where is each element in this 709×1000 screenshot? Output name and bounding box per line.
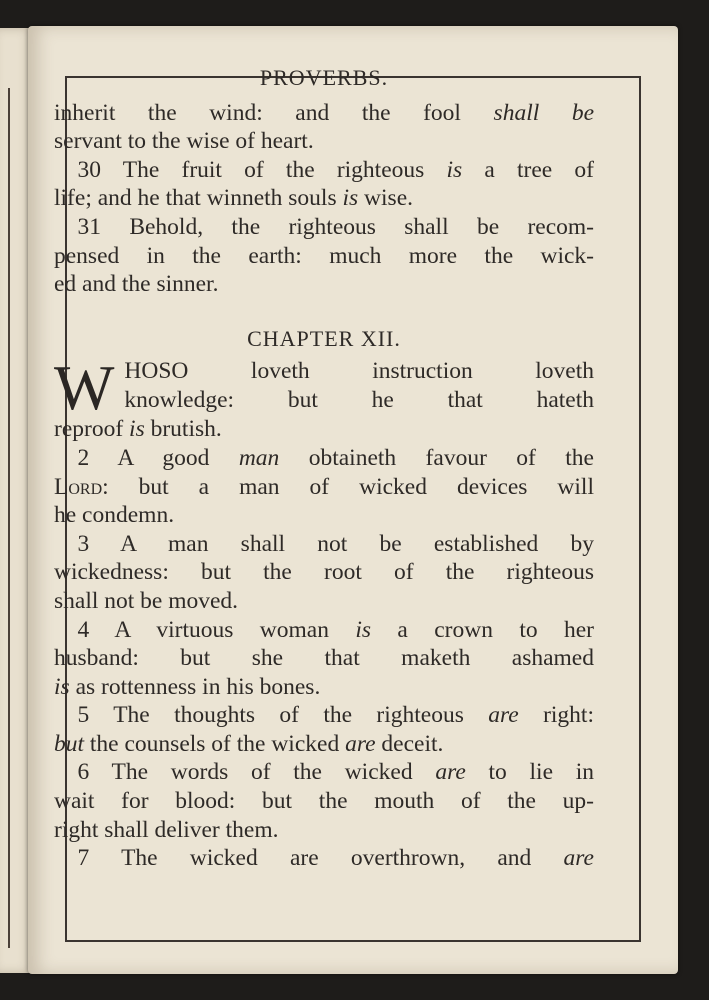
text-line: is as rottenness in his bones. xyxy=(54,673,321,700)
drop-cap: W xyxy=(54,352,115,424)
verse-3: 3 A man shall not be established by xyxy=(77,530,594,557)
text-line: inherit the wind: and the fool shall be xyxy=(54,99,595,126)
verse-31: 31 Behold, the righteous shall be recom- xyxy=(77,213,594,240)
text-line: life; and he that winneth souls is wise. xyxy=(54,185,413,212)
page-text xyxy=(54,64,594,873)
text-line: Lord: but a man of wicked devices will xyxy=(54,473,594,500)
verse-7: 7 The wicked are overthrown, and are xyxy=(77,845,594,872)
text-line: knowledge: but he that hateth xyxy=(124,386,594,413)
verse-1 xyxy=(54,352,594,444)
verse-5: 5 The thoughts of the righteous are right: xyxy=(77,702,594,729)
text-line: ed and the sinner. xyxy=(54,271,219,298)
text-line: shall not be moved. xyxy=(54,587,239,614)
verse-30: 30 The fruit of the righteous is a tree of xyxy=(77,156,594,183)
previous-page-border xyxy=(8,88,10,948)
verse-2: 2 A good man obtaineth favour of the xyxy=(77,444,594,471)
text-line: right shall deliver them. xyxy=(54,816,279,843)
text-line: pensed in the earth: much more the wick- xyxy=(54,242,594,269)
text-line: he condemn. xyxy=(54,502,175,529)
text-line: husband: but she that maketh ashamed xyxy=(54,645,594,672)
verse-6: 6 The words of the wicked are to lie in xyxy=(77,759,595,786)
text-line: wickedness: but the root of the righteous xyxy=(54,559,594,586)
text-line: wait for blood: but the mouth of the up- xyxy=(54,788,594,815)
verse-4: 4 A virtuous woman is a crown to her xyxy=(77,616,594,643)
chapter-heading: CHAPTER XII. xyxy=(247,325,401,351)
running-header: PROVERBS. xyxy=(259,65,389,90)
text-line: reproof is brutish. xyxy=(54,416,222,443)
text-line: servant to the wise of heart. xyxy=(54,128,314,155)
text-line: HOSO loveth instruction loveth xyxy=(124,358,594,385)
text-line: but the counsels of the wicked are deceit. xyxy=(54,730,444,757)
